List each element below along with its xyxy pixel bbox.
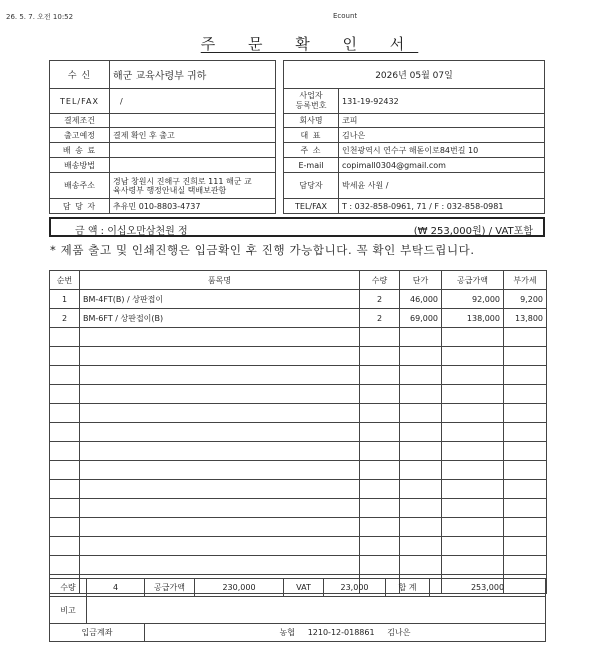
empty-cell [360, 404, 400, 423]
amount-korean: 금 액 : 이십오만삼천원 정 [75, 226, 188, 237]
empty-cell [80, 385, 360, 404]
biz-no-value: 131-19-92432 [339, 89, 545, 114]
empty-cell [80, 404, 360, 423]
empty-cell [504, 442, 547, 461]
empty-cell [400, 328, 442, 347]
empty-cell [442, 423, 504, 442]
empty-cell [360, 499, 400, 518]
empty-cell [504, 480, 547, 499]
empty-cell [50, 404, 80, 423]
summary-total-value: 253,000 [430, 579, 546, 597]
empty-cell [442, 537, 504, 556]
empty-cell [360, 366, 400, 385]
manager-value: 추유민 010-8803-4737 [110, 199, 276, 214]
row-no: 1 [50, 290, 80, 309]
account-label: 입금계좌 [50, 624, 145, 642]
empty-cell [504, 423, 547, 442]
empty-cell [400, 404, 442, 423]
empty-cell [80, 347, 360, 366]
summary-supply-value: 230,000 [195, 579, 284, 597]
empty-cell [504, 556, 547, 575]
empty-cell [80, 556, 360, 575]
row-vat: 13,800 [504, 309, 547, 328]
empty-cell [442, 556, 504, 575]
account-value: 농협 1210-12-018861 김나은 [145, 624, 546, 642]
empty-cell [360, 480, 400, 499]
table-row [50, 309, 547, 328]
empty-cell [400, 518, 442, 537]
summary-total-label: 합 계 [386, 579, 430, 597]
staff-value: 박세윤 사원 / [339, 173, 545, 199]
empty-cell [50, 423, 80, 442]
empty-cell [504, 347, 547, 366]
notice-text: * 제품 출고 및 인쇄진행은 입금확인 후 진행 가능합니다. 꼭 확인 부탁드립니다. [50, 243, 475, 257]
biz-no-label-1: 사업자 [299, 91, 323, 100]
row-vat: 9,200 [504, 290, 547, 309]
app-name: Ecount [333, 12, 358, 20]
empty-cell [504, 518, 547, 537]
empty-cell [442, 347, 504, 366]
empty-cell [360, 556, 400, 575]
empty-cell [360, 347, 400, 366]
empty-cell [360, 442, 400, 461]
empty-table-row [50, 461, 547, 480]
empty-cell [400, 347, 442, 366]
empty-cell [80, 480, 360, 499]
biz-no-label-2: 등록번호 [295, 101, 327, 110]
amount-numeric: (₩ 253,000원) / VAT포함 [413, 226, 533, 237]
empty-cell [504, 366, 547, 385]
empty-cell [50, 366, 80, 385]
recipient-telfax-label: TEL/FAX [50, 89, 110, 114]
empty-cell [442, 404, 504, 423]
empty-cell [504, 328, 547, 347]
empty-cell [360, 385, 400, 404]
empty-cell [504, 404, 547, 423]
col-vat-header: 부가세 [504, 271, 547, 290]
items-header-row [50, 271, 547, 290]
payment-label: 결제조건 [50, 114, 110, 128]
ship-plan-label: 출고예정 [50, 128, 110, 143]
empty-table-row [50, 404, 547, 423]
empty-cell [442, 366, 504, 385]
ceo-value: 김나은 [339, 128, 545, 143]
recipient-value: 해군 교육사령부 귀하 [110, 61, 276, 89]
staff-label: 담당자 [284, 173, 339, 199]
empty-cell [504, 537, 547, 556]
summary-qty-label: 수량 [50, 579, 87, 597]
empty-cell [50, 328, 80, 347]
empty-cell [360, 518, 400, 537]
empty-table-row [50, 347, 547, 366]
empty-cell [442, 518, 504, 537]
row-supply: 92,000 [442, 290, 504, 309]
order-date: 2026년 05월 07일 [284, 61, 545, 89]
company-value: 코피 [339, 114, 545, 128]
ceo-label: 대 표 [284, 128, 339, 143]
empty-cell [400, 366, 442, 385]
shipping-fee-label: 배 송 료 [50, 143, 110, 158]
empty-cell [400, 556, 442, 575]
empty-cell [80, 328, 360, 347]
empty-cell [400, 499, 442, 518]
empty-cell [50, 347, 80, 366]
row-no: 2 [50, 309, 80, 328]
col-no-header: 순번 [50, 271, 80, 290]
row-supply: 138,000 [442, 309, 504, 328]
shipping-fee-value [110, 143, 276, 158]
email-label: E-mail [284, 158, 339, 173]
empty-cell [50, 556, 80, 575]
empty-cell [360, 328, 400, 347]
empty-cell [50, 385, 80, 404]
empty-cell [80, 499, 360, 518]
empty-table-row [50, 442, 547, 461]
col-price-header: 단가 [400, 271, 442, 290]
empty-cell [442, 461, 504, 480]
row-name: BM-4FT(B) / 상판접이 [80, 290, 360, 309]
recipient-label: 수 신 [50, 61, 110, 89]
remark-label: 비고 [50, 597, 87, 624]
items-table [49, 270, 547, 594]
empty-table-row [50, 366, 547, 385]
empty-cell [80, 461, 360, 480]
ship-method-value [110, 158, 276, 173]
empty-table-row [50, 385, 547, 404]
empty-table-row [50, 480, 547, 499]
col-supply-header: 공급가액 [442, 271, 504, 290]
email-value: copimall0304@gmail.com [339, 158, 545, 173]
print-datetime: 26. 5. 7. 오전 10:52 [6, 13, 74, 21]
empty-cell [50, 461, 80, 480]
summary-supply-label: 공급가액 [145, 579, 195, 597]
empty-cell [504, 499, 547, 518]
empty-table-row [50, 537, 547, 556]
empty-cell [50, 499, 80, 518]
supplier-address-value: 인천광역시 연수구 해돋이로84번길 10 [339, 143, 545, 158]
empty-table-row [50, 499, 547, 518]
empty-cell [360, 423, 400, 442]
empty-cell [360, 461, 400, 480]
row-qty: 2 [360, 290, 400, 309]
empty-table-row [50, 518, 547, 537]
recipient-info-table [49, 60, 276, 214]
ship-plan-value: 결제 확인 후 출고 [110, 128, 276, 143]
empty-cell [442, 499, 504, 518]
remark-value [87, 597, 546, 624]
empty-cell [50, 518, 80, 537]
supplier-telfax-value: T : 032-858-0961, 71 / F : 032-858-0981 [339, 199, 545, 214]
supplier-telfax-label: TEL/FAX [284, 199, 339, 214]
payment-value [110, 114, 276, 128]
empty-cell [400, 461, 442, 480]
summary-vat-label: VAT [284, 579, 324, 597]
col-name-header: 품목명 [80, 271, 360, 290]
summary-vat-value: 23,000 [324, 579, 386, 597]
summary-qty-value: 4 [87, 579, 145, 597]
empty-cell [80, 366, 360, 385]
ship-address-label: 배송주소 [50, 173, 110, 199]
amount-bar [49, 217, 545, 237]
empty-cell [50, 442, 80, 461]
ship-address-line2: 육사령부 행정안내실 택배보관함 [113, 185, 227, 195]
empty-cell [360, 537, 400, 556]
empty-cell [80, 423, 360, 442]
empty-cell [504, 461, 547, 480]
row-price: 69,000 [400, 309, 442, 328]
empty-cell [50, 537, 80, 556]
empty-cell [504, 385, 547, 404]
document-title: 주 문 확 인 서 [200, 35, 419, 53]
col-qty-header: 수량 [360, 271, 400, 290]
empty-cell [442, 385, 504, 404]
row-name: BM-6FT / 상판접이(B) [80, 309, 360, 328]
empty-cell [400, 480, 442, 499]
row-price: 46,000 [400, 290, 442, 309]
empty-cell [442, 442, 504, 461]
empty-cell [400, 537, 442, 556]
empty-cell [80, 442, 360, 461]
ship-address-value [110, 173, 276, 199]
empty-table-row [50, 423, 547, 442]
recipient-telfax-value: / [110, 89, 276, 114]
ship-method-label: 배송방법 [50, 158, 110, 173]
biz-no-label [284, 89, 339, 114]
empty-table-row [50, 556, 547, 575]
supplier-address-label: 주 소 [284, 143, 339, 158]
company-label: 회사명 [284, 114, 339, 128]
empty-cell [80, 518, 360, 537]
manager-label: 담 당 자 [50, 199, 110, 214]
empty-cell [400, 423, 442, 442]
supplier-info-table [283, 60, 545, 214]
empty-cell [442, 328, 504, 347]
table-row [50, 290, 547, 309]
row-qty: 2 [360, 309, 400, 328]
empty-cell [442, 480, 504, 499]
empty-cell [80, 537, 360, 556]
summary-table [49, 578, 546, 642]
empty-cell [400, 385, 442, 404]
empty-cell [400, 442, 442, 461]
empty-cell [50, 480, 80, 499]
ship-address-line1: 경남 창원시 진해구 진희로 111 해군 교 [113, 176, 252, 186]
empty-table-row [50, 328, 547, 347]
